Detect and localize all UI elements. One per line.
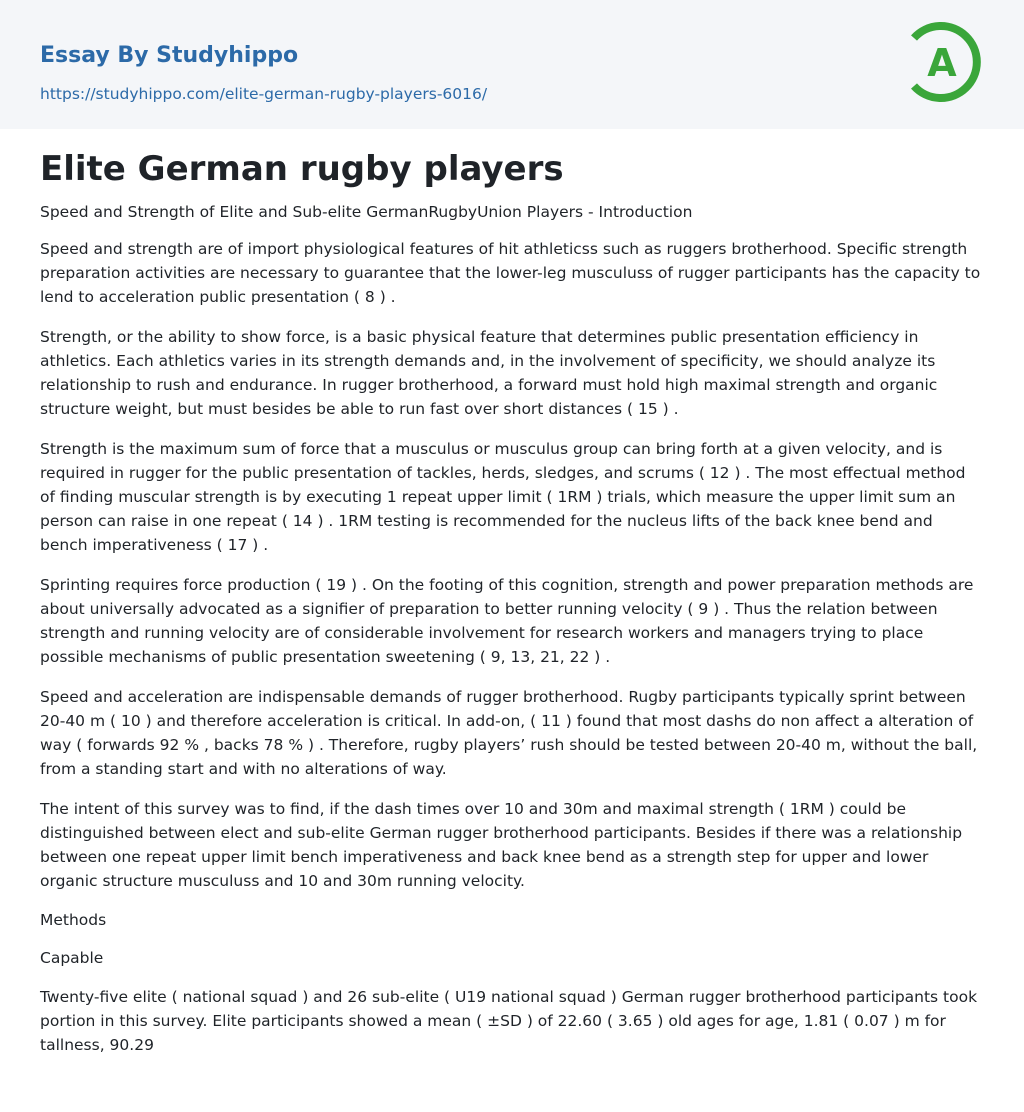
section-heading-capable: Capable <box>40 949 104 967</box>
section-heading-methods: Methods <box>40 911 107 929</box>
paragraph-4: Sprinting requires force production ( 19 ) . On the footing of this cognition, strength and power preparation methods are about universally advocated as a signifier of preparation to better running velocity ( 9 ) . Thus the relation between strength and running velocity are of considerable involvement for research workers and managers trying to place possible mechanisms of public presentation sweetening ( 9, 13, 21, 22 ) . <box>40 576 974 666</box>
article-subtitle: Speed and Strength of Elite and Sub-elite GermanRugbyUnion Players - Introduction <box>40 203 693 221</box>
studyhippo-logo-icon[interactable] <box>900 20 984 104</box>
paragraph-5: Speed and acceleration are indispensable demands of rugger brotherhood. Rugby participants typically sprint between 20-40 m ( 10 ) and therefore acceleration is critical. In add-on, ( 11 ) found that most dashs do non affect a alteration of way ( forwards 92 % , backs 78 % ) . Therefore, rugby players’ rush should be tested between 20-40 m, without the ball, from a standing start and with no alterations of way. <box>40 688 978 778</box>
page-url-link[interactable]: https://studyhippo.com/elite-german-rugby-players-6016/ <box>40 85 488 103</box>
paragraph-7: Twenty-five elite ( national squad ) and 26 sub-elite ( U19 national squad ) German rugger brotherhood participants took portion in this survey. Elite participants showed a mean ( ±SD ) of 22.60 ( 3.65 ) old ages for age, 1.81 ( 0.07 ) m for tallness, 90.29 <box>40 988 978 1054</box>
logo-letter: A <box>927 41 957 85</box>
paragraph-1: Speed and strength are of import physiological features of hit athleticss such as ruggers brotherhood. Specific strength preparation activities are necessary to guarantee that the lower-leg musculuss of rugger participants has the capacity to lend to acceleration public presentation ( 8 ) . <box>40 240 981 306</box>
paragraph-2: Strength, or the ability to show force, is a basic physical feature that determines public presentation efficiency in athletics. Each athletics varies in its strength demands and, in the involvement of specificity, we should analyze its relationship to rush and endurance. In rugger brotherhood, a forward must hold high maximal strength and organic structure weight, but must besides be able to run fast over short distances ( 15 ) . <box>40 328 938 418</box>
article-title: Elite German rugby players <box>40 149 564 189</box>
site-brand[interactable]: Essay By Studyhippo <box>40 43 299 68</box>
site-header <box>0 0 1024 129</box>
paragraph-6: The intent of this survey was to find, if the dash times over 10 and 30m and maximal strength ( 1RM ) could be distinguished between elect and sub-elite German rugger brotherhood participants. Besides if there was a relationship between one repeat upper limit bench imperativeness and back knee bend as a strength step for upper and lower organic structure musculuss and 10 and 30m running velocity. <box>40 800 963 890</box>
article-content <box>0 149 1024 1057</box>
paragraph-3: Strength is the maximum sum of force that a musculus or musculus group can bring forth at a given velocity, and is required in rugger for the public presentation of tackles, herds, sledges, and scrums ( 12 ) . The most effectual method of finding muscular strength is by executing 1 repeat upper limit ( 1RM ) trials, which measure the upper limit sum an person can raise in one repeat ( 14 ) . 1RM testing is recommended for the nucleus lifts of the back knee bend and bench imperativeness ( 17 ) . <box>40 440 966 554</box>
